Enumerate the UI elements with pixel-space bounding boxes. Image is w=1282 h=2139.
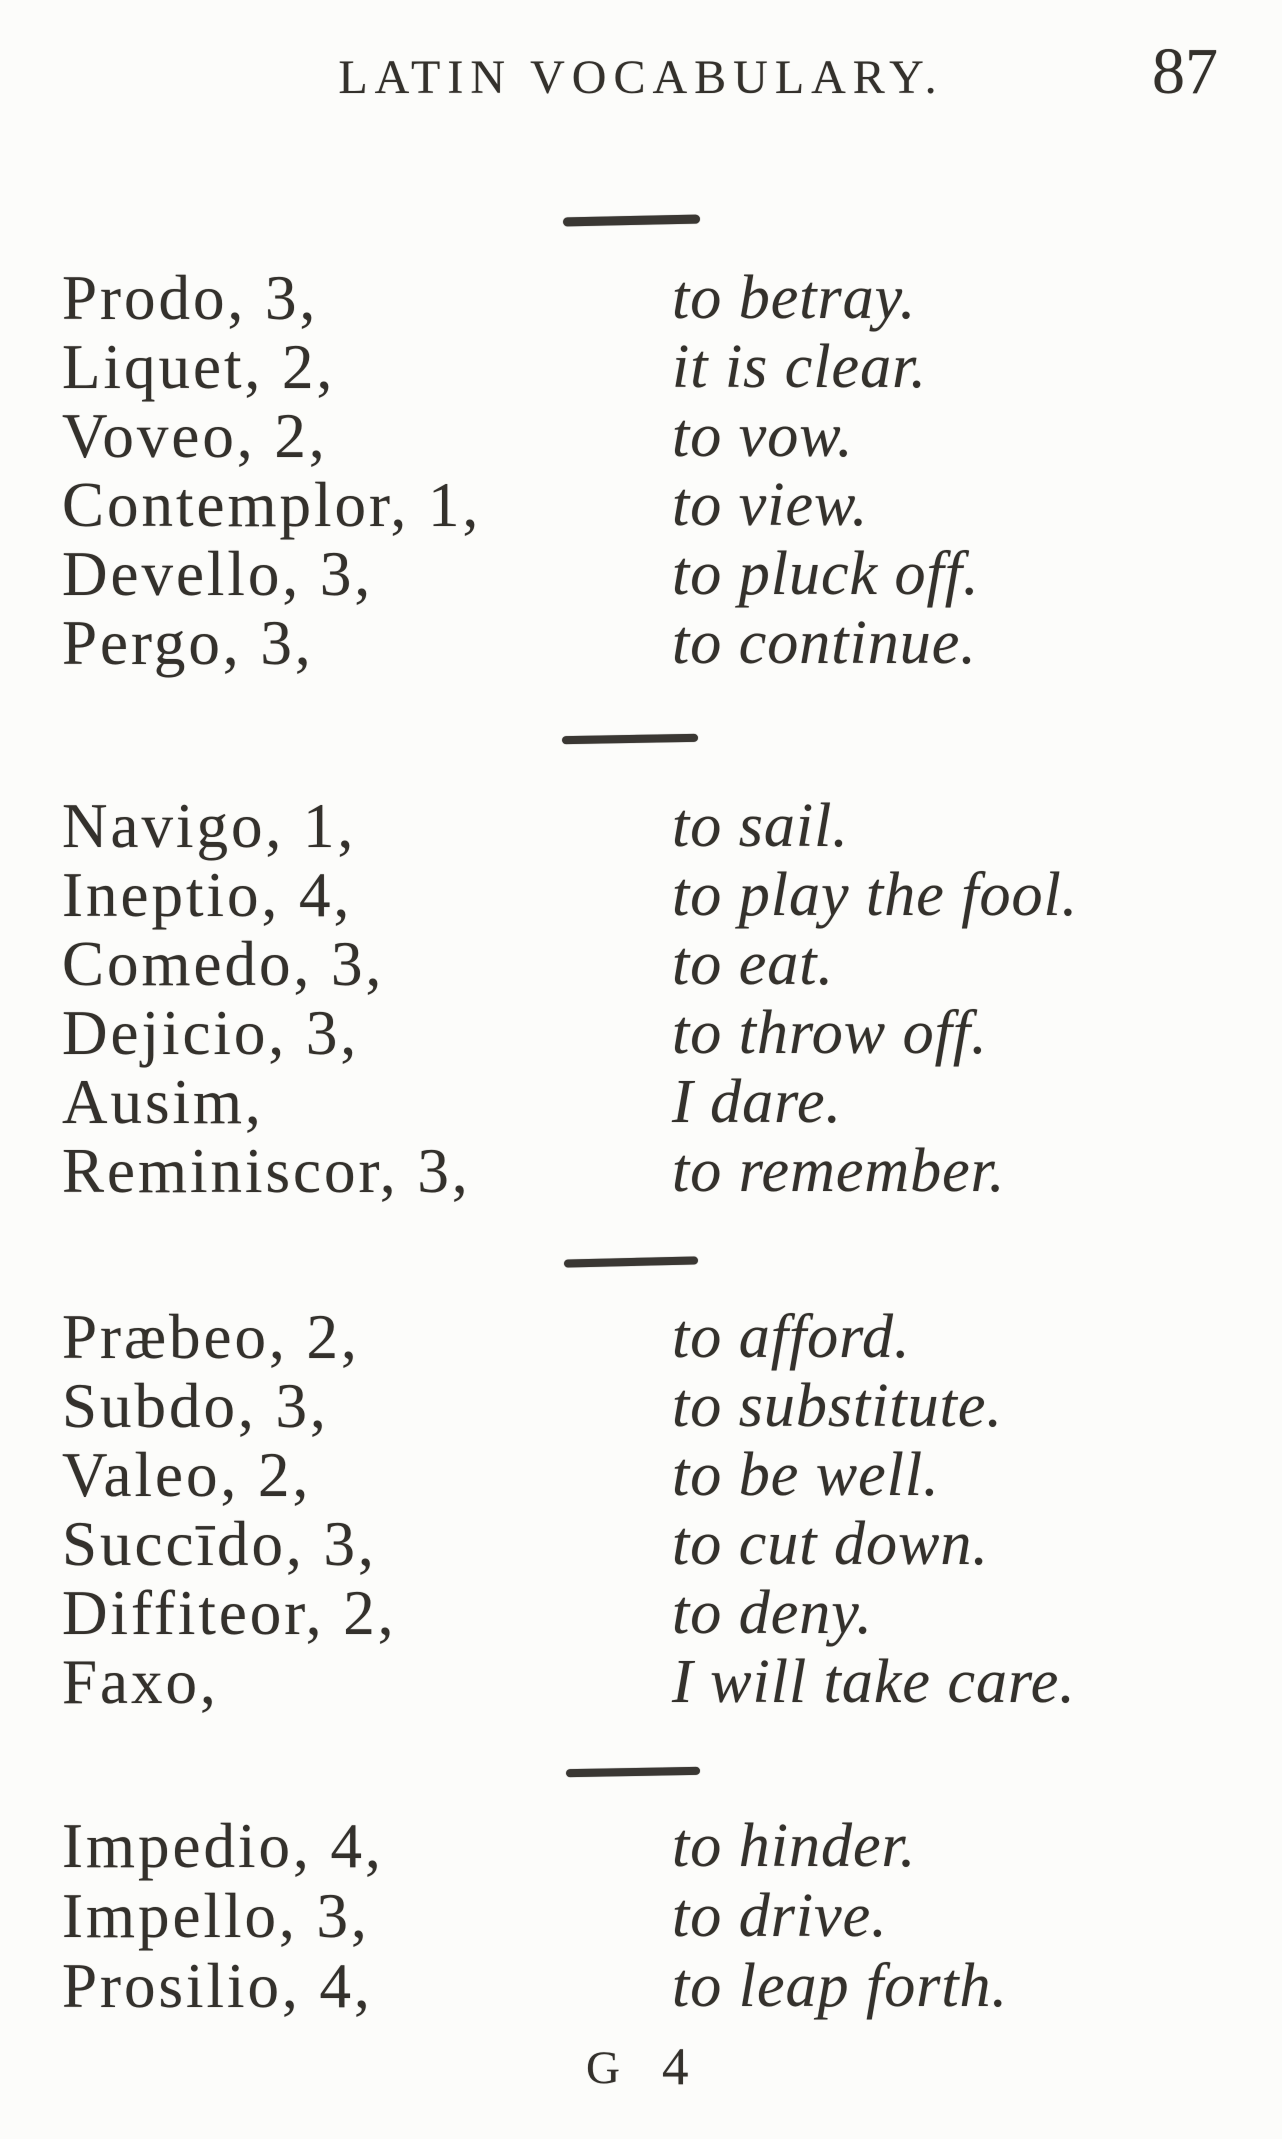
- entry-row: [62, 264, 1252, 333]
- english-translation: to vow.: [672, 402, 854, 470]
- entry-row: [62, 861, 1252, 930]
- entry-row: [62, 999, 1252, 1068]
- english-translation: to deny.: [672, 1579, 873, 1647]
- entry-row: [62, 1510, 1252, 1579]
- latin-term: Dejicio, 3,: [62, 998, 360, 1068]
- latin-term: Prodo, 3,: [62, 263, 319, 333]
- english-translation: to cut down.: [672, 1510, 989, 1578]
- english-translation: I dare.: [672, 1068, 842, 1136]
- latin-term: Prosilio, 4,: [62, 1951, 373, 2021]
- entry-row: [62, 1811, 1252, 1881]
- entry-row: [62, 792, 1252, 861]
- entry-row: [62, 333, 1252, 402]
- vocab-section-2: [62, 792, 1252, 1206]
- latin-term: Succīdo, 3,: [62, 1509, 377, 1579]
- entry-row: [62, 540, 1252, 609]
- latin-term: Contemplor, 1,: [62, 470, 482, 540]
- latin-term: Ineptio, 4,: [62, 860, 353, 930]
- section-divider: [566, 1767, 700, 1777]
- latin-term: Præbeo, 2,: [62, 1302, 360, 1372]
- latin-term: Navigo, 1,: [62, 791, 357, 861]
- english-translation: I will take care.: [672, 1648, 1076, 1716]
- latin-term: Impello, 3,: [62, 1881, 370, 1951]
- vocab-section-3: [62, 1303, 1252, 1717]
- entry-row: [62, 1579, 1252, 1648]
- entry-row: [62, 471, 1252, 540]
- english-translation: to throw off.: [672, 999, 988, 1067]
- english-translation: to afford.: [672, 1303, 911, 1371]
- english-translation: to sail.: [672, 792, 849, 860]
- signature-number: 4: [661, 2038, 689, 2096]
- section-divider: [563, 215, 700, 227]
- english-translation: to pluck off.: [672, 540, 980, 608]
- latin-term: Liquet, 2,: [62, 332, 336, 402]
- entry-row: [62, 1137, 1252, 1206]
- entry-row: [62, 402, 1252, 471]
- english-translation: to view.: [672, 471, 869, 539]
- english-translation: to betray.: [672, 264, 917, 332]
- page-title: LATIN VOCABULARY.: [338, 51, 944, 104]
- entry-row: [62, 1881, 1252, 1951]
- section-divider: [562, 734, 698, 744]
- latin-term: Voveo, 2,: [62, 401, 328, 471]
- english-translation: to eat.: [672, 930, 834, 998]
- latin-term: Valeo, 2,: [62, 1440, 312, 1510]
- english-translation: to hinder.: [672, 1812, 917, 1880]
- english-translation: to drive.: [672, 1882, 888, 1950]
- latin-term: Diffiteor, 2,: [62, 1578, 397, 1648]
- signature-letter: G: [586, 2042, 620, 2094]
- english-translation: to remember.: [672, 1137, 1006, 1205]
- latin-term: Devello, 3,: [62, 539, 374, 609]
- latin-term: Pergo, 3,: [62, 608, 314, 678]
- english-translation: to play the fool.: [672, 861, 1079, 929]
- entry-row: [62, 1068, 1252, 1137]
- latin-term: Ausim,: [62, 1067, 264, 1137]
- english-translation: to be well.: [672, 1441, 940, 1509]
- entry-row: [62, 609, 1252, 678]
- page-number: 87: [1152, 35, 1218, 108]
- english-translation: to substitute.: [672, 1372, 1003, 1440]
- entry-row: [62, 1951, 1252, 2021]
- latin-term: Faxo,: [62, 1647, 219, 1717]
- vocab-section-1: [62, 264, 1252, 678]
- section-divider: [564, 1256, 698, 1267]
- entry-row: [62, 1372, 1252, 1441]
- entry-row: [62, 1441, 1252, 1510]
- entry-row: [62, 1648, 1252, 1717]
- english-translation: to leap forth.: [672, 1952, 1009, 2020]
- latin-term: Impedio, 4,: [62, 1811, 384, 1881]
- latin-term: Subdo, 3,: [62, 1371, 329, 1441]
- entry-row: [62, 930, 1252, 999]
- page-footer: [586, 2036, 688, 2096]
- latin-term: Reminiscor, 3,: [62, 1136, 471, 1206]
- english-translation: to continue.: [672, 609, 977, 677]
- vocab-section-4: [62, 1811, 1252, 2021]
- latin-term: Comedo, 3,: [62, 929, 385, 999]
- english-translation: it is clear.: [672, 333, 927, 401]
- entry-row: [62, 1303, 1252, 1372]
